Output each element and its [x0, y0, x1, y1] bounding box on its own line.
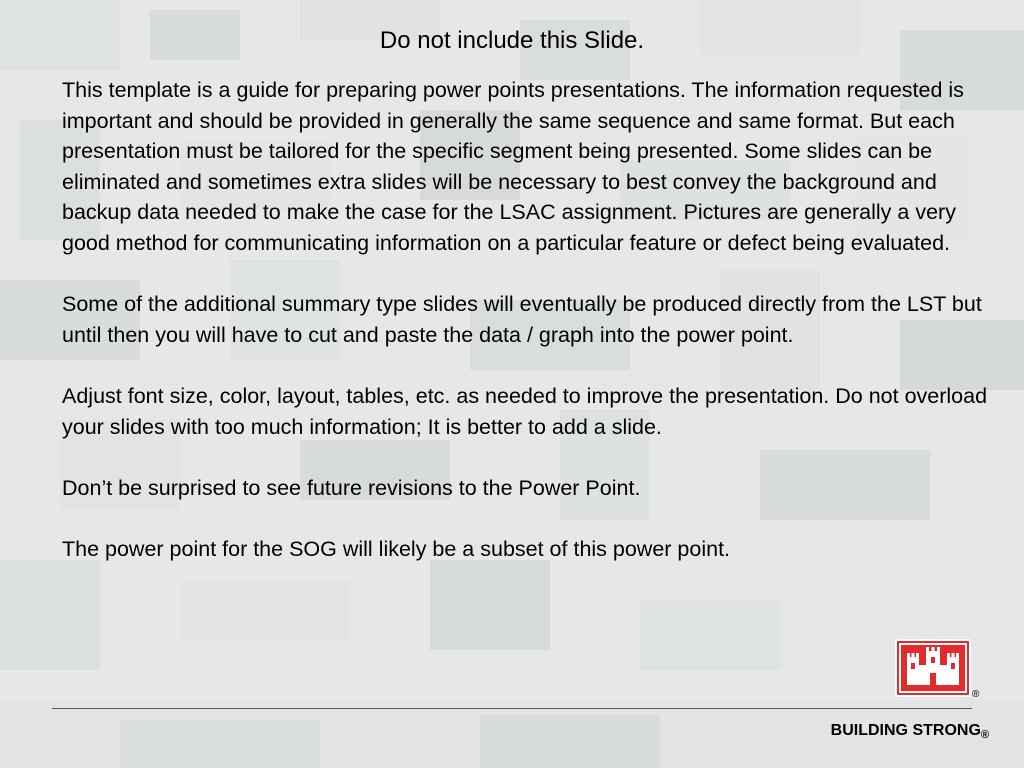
building-strong-brand: [831, 722, 989, 744]
footer-divider: [52, 708, 972, 709]
body-paragraph: Don’t be surprised to see future revisions to the Power Point.: [62, 475, 641, 500]
brand-text: BUILDING STRONG: [830, 722, 981, 739]
castle-icon: [895, 639, 971, 697]
body-paragraph: The power point for the SOG will likely be a subset of this power point.: [62, 536, 731, 561]
body-paragraph: Adjust font size, color, layout, tables, etc. as needed to improve the presentation. Do not overload your slides with too much information; It is better to add a slide.: [62, 383, 988, 439]
body-paragraph: Some of the additional summary type slides will eventually be produced directly from the LST but until then you will have to cut and paste the data / graph into the power point.: [62, 292, 982, 347]
slide-title: Do not include this Slide.: [379, 27, 645, 54]
slide-body: [62, 75, 997, 595]
body-paragraph: This template is a guide for preparing power points presentations. The information requested is important and should be provided in generally the same sequence and same format. But each presentation must be tailored for the specific segment being presented. Some slides can be eliminated and sometimes extra slides will be necessary to best convey the background and backup data needed to make the case for the LSAC assignment. Pictures are generally a very good method for communicating information on a particular feature or defect being evaluated.: [62, 78, 964, 255]
brand-registered-mark: ®: [980, 729, 989, 741]
logo-registered-mark: ®: [972, 689, 980, 700]
